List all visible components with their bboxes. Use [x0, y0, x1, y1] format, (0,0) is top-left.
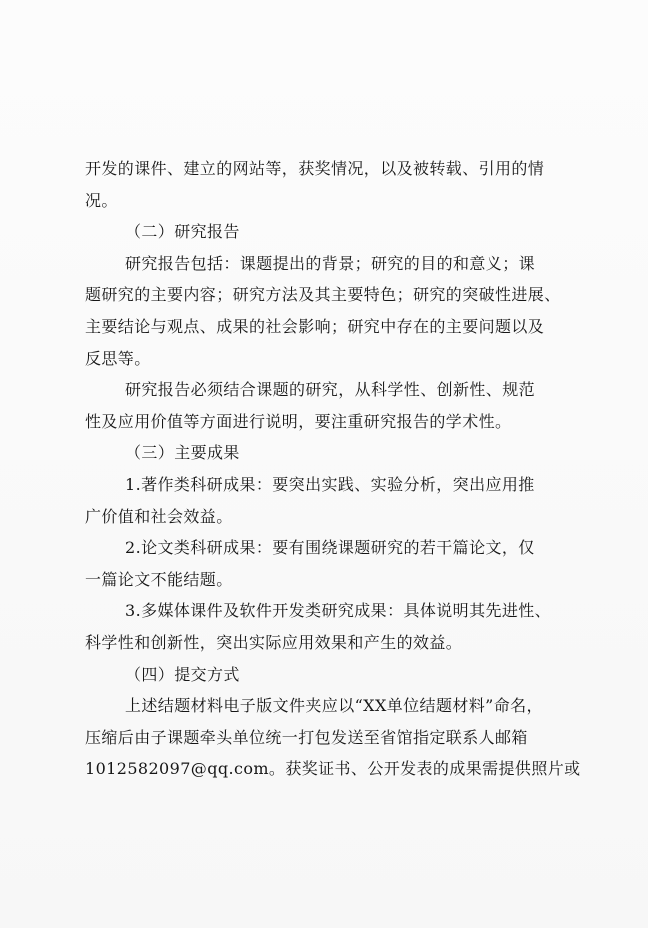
list-item-first-line: 2.论文类科研成果：要有围绕课题研究的若干篇论文，仅 — [125, 538, 535, 558]
body-line: 1012582097@qq.com。获奖证书、公开发表的成果需提供照片或 — [85, 759, 581, 779]
body-line: 题研究的主要内容；研究方法及其主要特色；研究的突破性进展、 — [85, 285, 561, 305]
body-line: 况。 — [85, 190, 118, 210]
document-body — [85, 153, 585, 785]
section-heading: （四）提交方式 — [125, 664, 240, 684]
body-line: 广价值和社会效益。 — [85, 506, 233, 526]
section-heading: （二）研究报告 — [125, 222, 240, 242]
body-line: 主要结论与观点、成果的社会影响；研究中存在的主要问题以及 — [85, 316, 545, 336]
paragraph-first-line: 上述结题材料电子版文件夹应以“XX单位结题材料”命名， — [125, 696, 543, 716]
body-line: 开发的课件、建立的网站等，获奖情况，以及被转载、引用的情 — [85, 159, 545, 178]
body-line: 性及应用价值等方面进行说明，要注重研究报告的学术性。 — [85, 411, 512, 431]
body-line: 科学性和创新性，突出实际应用效果和产生的效益。 — [85, 632, 463, 652]
paragraph-first-line: 研究报告必须结合课题的研究，从科学性、创新性、规范 — [125, 380, 536, 400]
body-line: 压缩后由子课题牵头单位统一打包发送至省馆指定联系人邮箱 — [85, 727, 528, 747]
body-line: 反思等。 — [85, 348, 151, 368]
list-item-first-line: 1.著作类科研成果：要突出实践、实验分析，突出应用推 — [125, 474, 535, 494]
paragraph-first-line: 研究报告包括：课题提出的背景；研究的目的和意义；课 — [125, 253, 536, 273]
section-heading: （三）主要成果 — [125, 443, 240, 463]
body-line: 一篇论文不能结题。 — [85, 569, 233, 589]
list-item-first-line: 3.多媒体课件及软件开发类研究成果：具体说明其先进性、 — [125, 601, 552, 621]
